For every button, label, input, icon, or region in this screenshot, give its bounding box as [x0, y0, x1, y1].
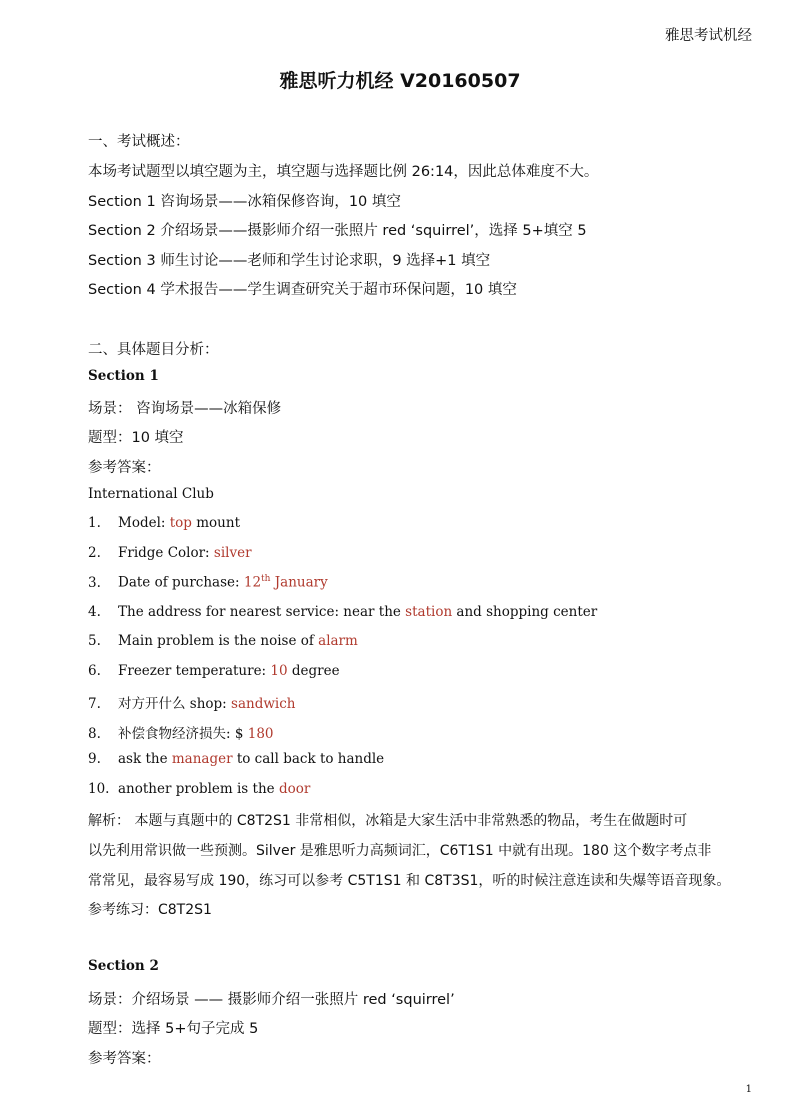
- section2-answers-label: 参考答案：: [88, 1051, 161, 1067]
- section2-title: Section 2: [88, 958, 159, 974]
- overview-line: Section 3 师生讨论——老师和学生讨论求职，9 选择+1 填空: [88, 253, 491, 269]
- analysis-heading: 二、具体题目分析：: [88, 342, 219, 358]
- overview-line: Section 4 学术报告——学生调查研究关于超市环保问题，10 填空: [88, 282, 517, 298]
- club-name: International Club: [88, 486, 214, 502]
- reference-practice: 参考练习：C8T2S1: [88, 902, 212, 918]
- page-number: 1: [745, 1084, 752, 1095]
- answer-item: 8. 补偿食物经济损失: $ 180: [88, 726, 274, 742]
- page-title: 雅思听力机经 V20160507: [279, 70, 521, 92]
- explanation-line: 常常见，最容易写成 190，练习可以参考 C5T1S1 和 C8T3S1，听的时候注意连读和失爆等语音现象。: [88, 873, 731, 889]
- section1-scene: 场景： 咨询场景——冰箱保修: [88, 401, 282, 417]
- answer-item: 10. another problem is the door: [88, 781, 311, 797]
- answer-item: 2. Fridge Color: silver: [88, 545, 252, 561]
- explanation-line: 以先利用常识做一些预测。Silver 是雅思听力高频词汇，C6T1S1 中就有出现。180 这个数字考点非: [88, 843, 712, 859]
- answer-item: 1. Model: top mount: [88, 515, 240, 531]
- answer-item: 4. The address for nearest service: near the station and shopping center: [88, 604, 598, 620]
- document-header: 雅思考试机经: [665, 28, 752, 44]
- overview-line: Section 2 介绍场景——摄影师介绍一张照片 red ‘squirrel’，选择 5+填空 5: [88, 223, 587, 239]
- section1-answers-label: 参考答案：: [88, 460, 161, 476]
- answer-item: 6. Freezer temperature: 10 degree: [88, 663, 340, 679]
- answer-item: 3. Date of purchase: 12th January: [88, 574, 328, 591]
- section2-scene: 场景：介绍场景 —— 摄影师介绍一张照片 red ‘squirrel’: [88, 992, 455, 1008]
- section1-title: Section 1: [88, 368, 159, 384]
- section2-type: 题型：选择 5+句子完成 5: [88, 1021, 259, 1037]
- overview-line: 本场考试题型以填空题为主，填空题与选择题比例 26:14，因此总体难度不大。: [88, 164, 599, 180]
- section1-type: 题型：10 填空: [88, 430, 184, 446]
- answer-item: 9. ask the manager to call back to handle: [88, 751, 385, 767]
- answer-item: 5. Main problem is the noise of alarm: [88, 633, 358, 649]
- overview-heading: 一、考试概述：: [88, 134, 190, 150]
- overview-line: Section 1 咨询场景——冰箱保修咨询，10 填空: [88, 194, 401, 210]
- answer-item: 7. 对方开什么 shop: sandwich: [88, 696, 296, 712]
- explanation-line: 解析： 本题与真题中的 C8T2S1 非常相似，冰箱是大家生活中非常熟悉的物品，考生在做题时可: [88, 813, 688, 829]
